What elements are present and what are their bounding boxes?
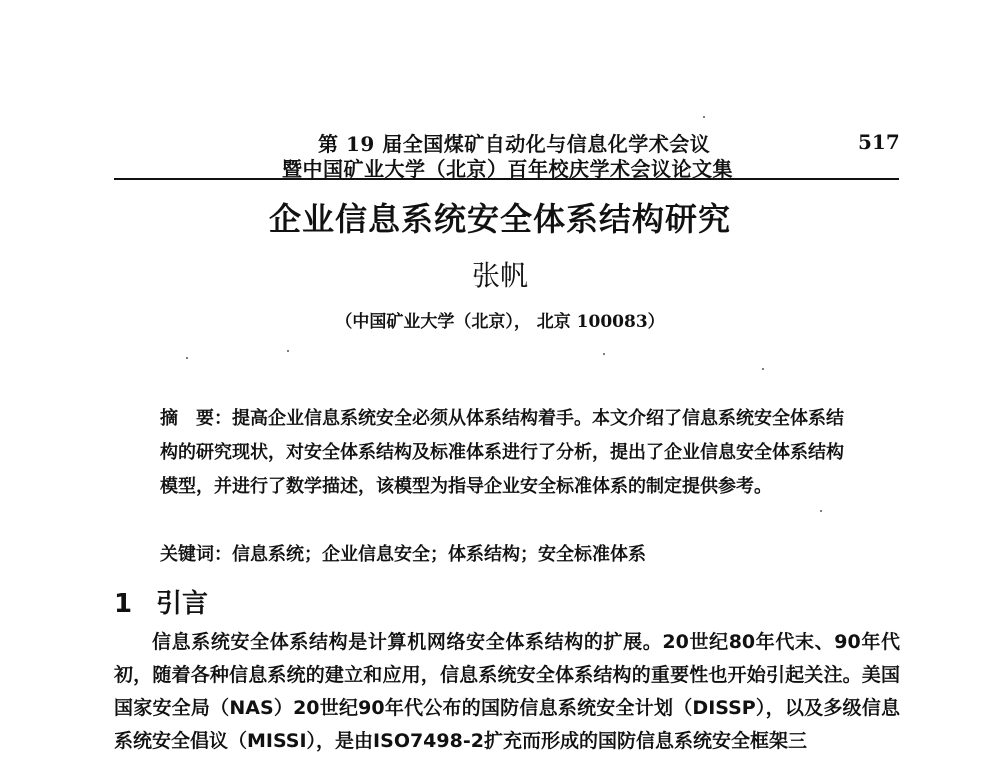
scan-speck bbox=[287, 350, 289, 352]
section-number: 1 bbox=[114, 589, 133, 619]
keywords-text: 信息系统；企业信息安全；体系结构；安全标准体系 bbox=[232, 544, 646, 565]
scan-speck bbox=[603, 353, 605, 355]
page-number: 517 bbox=[858, 130, 900, 154]
body-paragraph: 信息系统安全体系结构是计算机网络安全体系结构的扩展。20世纪80年代末、90年代初，随着各种信息系统的建立和应用，信息系统安全体系结构的重要性也开始引起关注。美国国家安全局（NAS）20世纪90年代公布的国防信息系统安全计划（DISSP），以及多级信息系统安全倡议（MISSI），是由ISO7498-2扩充而形成的国防信息系统安全框架三 bbox=[114, 631, 900, 752]
section-title: 引言 bbox=[156, 589, 209, 619]
scan-speck bbox=[762, 368, 764, 370]
conference-name-line2: 暨中国矿业大学（北京）百年校庆学术会议论文集 bbox=[282, 157, 733, 181]
scan-speck bbox=[703, 116, 705, 118]
abstract-label: 摘 要： bbox=[160, 408, 232, 429]
running-header bbox=[0, 128, 1000, 182]
keywords-label: 关键词： bbox=[160, 544, 232, 565]
paper-title: 企业信息系统安全体系结构研究 bbox=[268, 200, 731, 238]
header-rule bbox=[114, 178, 899, 180]
scan-speck bbox=[186, 357, 188, 359]
scan-speck bbox=[820, 510, 822, 512]
section-heading bbox=[114, 583, 208, 620]
conference-name-line1: 第 19 届全国煤矿自动化与信息化学术会议 bbox=[318, 132, 711, 156]
abstract-text: 提高企业信息系统安全必须从体系结构着手。本文介绍了信息系统安全体系结构的研究现状，对安全体系结构及标准体系进行了分析，提出了企业信息安全体系结构模型，并进行了数学描述，该模型为指导企业安全标准体系的制定提供参考。 bbox=[160, 408, 844, 497]
author-affiliation: （中国矿业大学（北京）， 北京 100083） bbox=[335, 312, 665, 332]
keywords bbox=[160, 538, 860, 572]
abstract bbox=[160, 402, 850, 504]
author-name: 张帆 bbox=[471, 259, 528, 292]
